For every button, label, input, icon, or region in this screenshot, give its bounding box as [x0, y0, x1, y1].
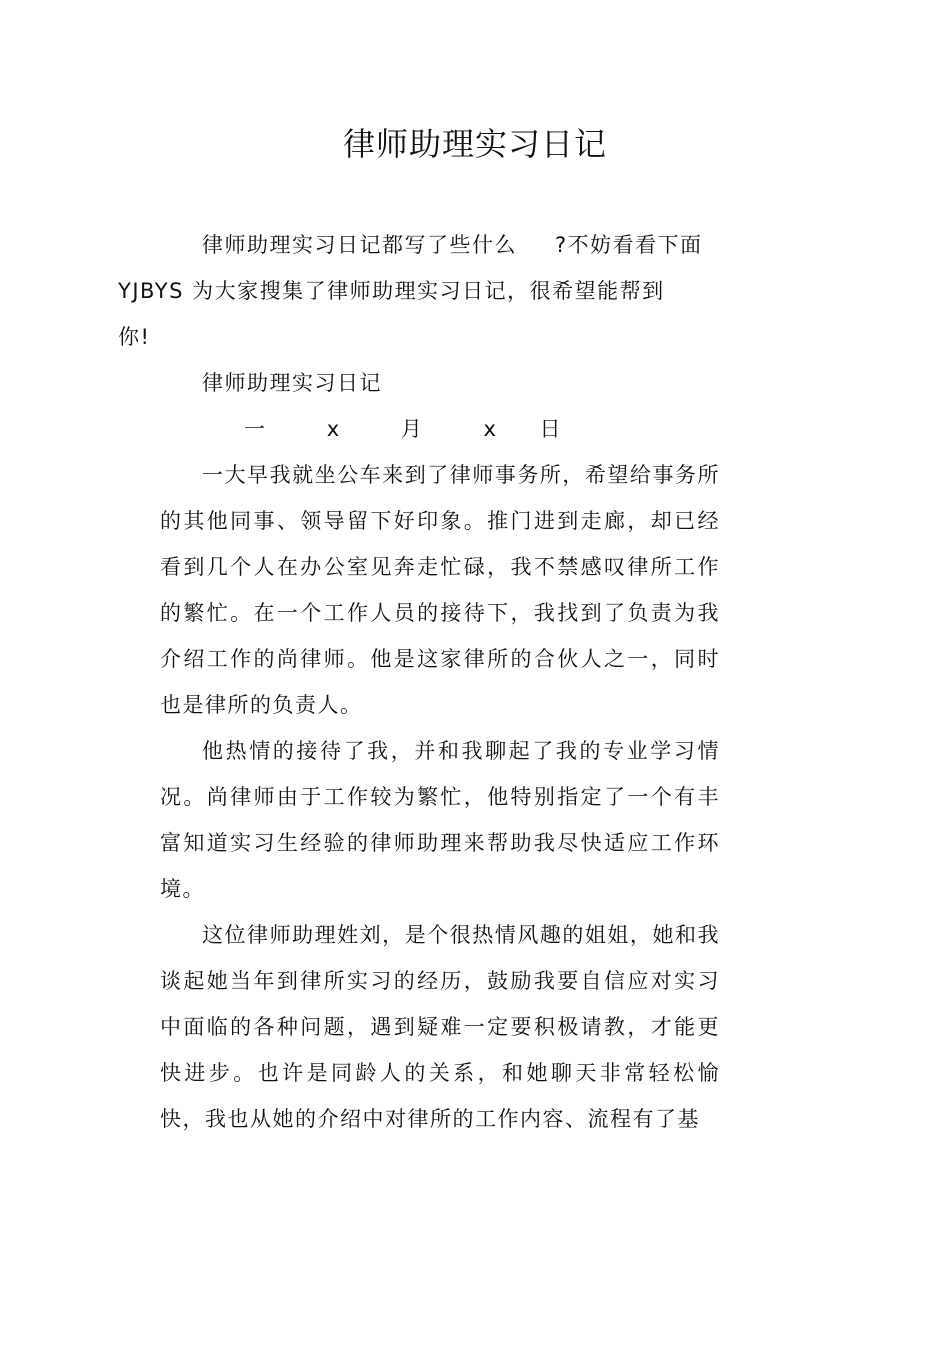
body-paragraph-1: 一大早我就坐公车来到了律师事务所，希望给事务所的其他同事、领导留下好印象。推门进到走廊，却已经看到几个人在办公室见奔走忙碌，我不禁感叹律所工作的繁忙。在一个工作人员的接待下，我找到了负责为我介绍工作的尚律师。他是这家律所的合伙人之一，同时也是律所的负责人。	[160, 463, 720, 717]
date-part-2: x	[326, 417, 341, 441]
document-title: 律师助理实习日记	[342, 125, 607, 163]
intro-text-line3: 你!	[118, 325, 151, 349]
body-paragraph-2: 他热情的接待了我，并和我聊起了我的专业学习情况。尚律师由于工作较为繁忙，他特别指定了一个有丰富知道实习生经验的律师助理来帮助我尽快适应工作环境。	[160, 739, 720, 901]
date-part-3: 月	[400, 417, 424, 441]
intro-paragraph	[118, 222, 720, 360]
body-paragraph-3: 这位律师助理姓刘，是个很热情风趣的姐姐，她和我谈起她当年到律所实习的经历，鼓励我要自信应对实习中面临的各种问题，遇到疑难一定要积极请教，才能更快进步。也许是同龄人的关系，和她聊天非常轻松愉快，我也从她的介绍中对律所的工作内容、流程有了基	[160, 923, 720, 1131]
intro-text-b: ?不妨看看下面	[555, 233, 703, 257]
date-part-4: x	[483, 417, 498, 441]
document-body	[118, 222, 720, 1142]
date-part-5: 日	[539, 417, 562, 441]
diary-subtitle: 律师助理实习日记	[202, 371, 382, 395]
diary-date	[160, 406, 720, 452]
intro-text-line2: YJBYS 为大家搜集了律师助理实习日记，很希望能帮到	[118, 279, 665, 303]
date-part-1: 一	[244, 417, 267, 441]
intro-text-a: 律师助理实习日记都写了些什么	[202, 233, 517, 257]
